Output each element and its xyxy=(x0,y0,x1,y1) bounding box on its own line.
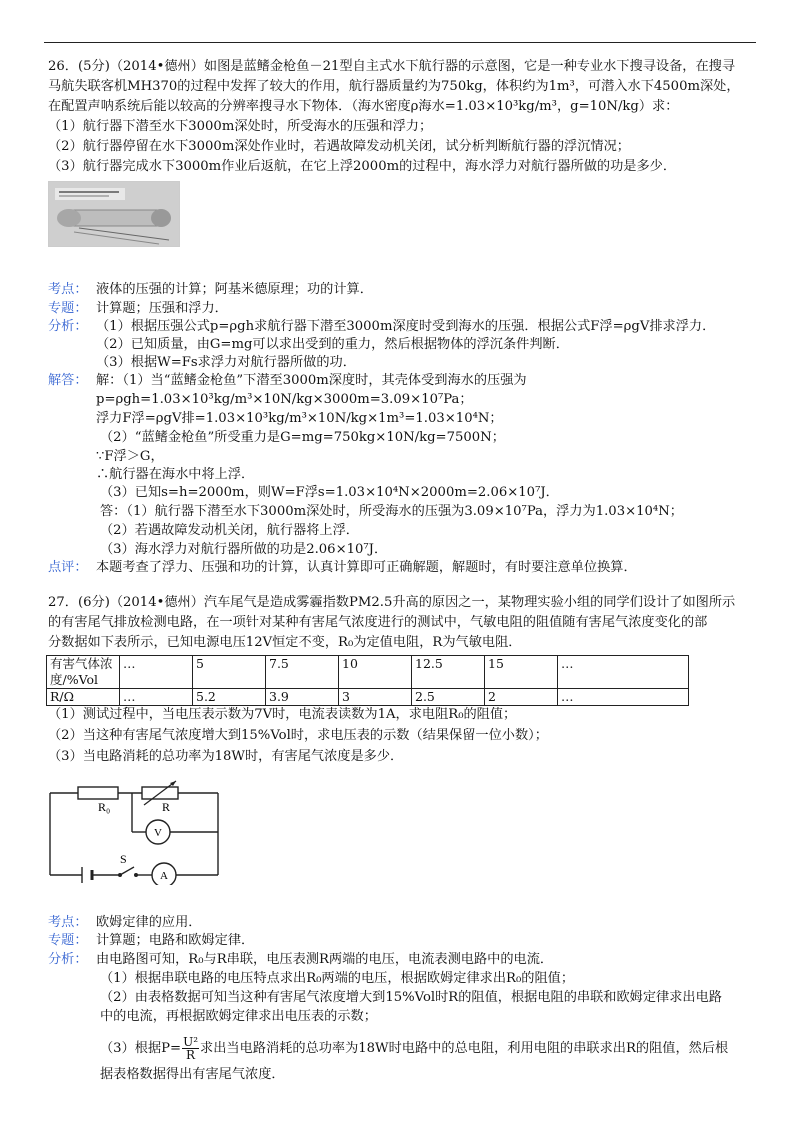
q26-jieda-10: （3）海水浮力对航行器所做的功是2.06×10⁷J． xyxy=(100,542,388,557)
table-cell: 10 xyxy=(339,656,412,689)
q27-kaodian-label: 考点： xyxy=(48,915,88,930)
q26-fenxi-label: 分析： xyxy=(48,319,88,334)
q27-sub1: （1）测试过程中，当电压表示数为7V时，电流表读数为1A，求电阻R₀的阻值； xyxy=(48,707,517,722)
label-r: R xyxy=(162,800,171,814)
q27-stem-line1: 27．(6分)（2014•德州）汽车尾气是造成雾霾指数PM2.5升高的原因之一，某物理实验小组的同学们设计了如图所示 xyxy=(48,595,736,610)
q27-kaodian: 欧姆定律的应用． xyxy=(96,915,202,930)
q26-jieda-7: （3）已知s=h=2000m，则W=F浮s=1.03×10⁴N×2000m=2.06×10⁷J． xyxy=(100,485,559,500)
q27-fenxi-4 xyxy=(100,1036,728,1061)
q27-fenxi-3: 中的电流，再根据欧姆定律求出电压表的示数； xyxy=(100,1009,377,1024)
q27-fenxi-0: 由电路图可知，R₀与R串联，电压表测R两端的电压，电流表测电路中的电流． xyxy=(96,952,554,967)
label-v: V xyxy=(154,827,162,839)
q27-zhuanti-label: 专题： xyxy=(48,933,88,948)
resistance-table xyxy=(46,655,689,706)
q26-jieda-label: 解答： xyxy=(48,373,88,388)
q26-kaodian: 液体的压强的计算；阿基米德原理；功的计算． xyxy=(96,282,373,297)
q26-sub2: （2）航行器停留在水下3000m深处作业时，若遇故障发动机关闭，试分析判断航行器的浮沉情况； xyxy=(48,139,630,154)
table-cell: 5 xyxy=(193,656,266,689)
table-cell: … xyxy=(120,656,193,689)
table-cell: 7.5 xyxy=(266,656,339,689)
label-a: A xyxy=(160,870,168,882)
q26-fenxi-3: （3）根据W=Fs求浮力对航行器所做的功． xyxy=(96,355,356,370)
q26-jieda-6: ∴航行器在海水中将上浮． xyxy=(96,467,255,482)
q26-jieda-8: 答：（1）航行器下潜至水下3000m深处时，所受海水的压强为3.09×10⁷Pa，浮力为1.03×10⁴N； xyxy=(100,504,683,519)
table-row xyxy=(47,656,689,689)
table-cell: … xyxy=(558,656,689,689)
q27-fenxi-2: （2）由表格数据可知当这种有害尾气浓度增大到15%Vol时R的阻值，根据电阻的串联和欧姆定律求出电路 xyxy=(100,990,722,1005)
underwater-vehicle-photo xyxy=(48,181,180,247)
table-row xyxy=(47,689,689,706)
q26-jieda-3: 浮力F浮=ρgV排=1.03×10³kg/m³×10N/kg×1m³=1.03×10⁴N； xyxy=(96,411,503,426)
table-cell: 3.9 xyxy=(266,689,339,706)
q26-sub3: （3）航行器完成水下3000m作业后返航，在它上浮2000m的过程中，海水浮力对航行器所做的功是多少． xyxy=(48,159,677,174)
table-cell: … xyxy=(558,689,689,706)
q27-zhuanti: 计算题；电路和欧姆定律． xyxy=(96,933,255,948)
q27-stem-line2: 的有害尾气排放检测电路，在一项针对某种有害尾气浓度进行的测试中，气敏电阻的阻值随有害尾气浓度变化的部 xyxy=(48,615,708,630)
q27-fenxi-label: 分析： xyxy=(48,952,88,967)
q26-fenxi-1: （1）根据压强公式p=ρgh求航行器下潜至3000m深度时受到海水的压强．根据公式F浮=ρgV排求浮力． xyxy=(96,319,716,334)
label-r0: R₀ xyxy=(98,800,111,814)
circuit-diagram xyxy=(40,775,240,885)
table-cell: 5.2 xyxy=(193,689,266,706)
q26-stem-line3: 在配置声呐系统后能以较高的分辨率搜寻水下物体．（海水密度ρ海水=1.03×10³kg/m³，g=10N/kg）求： xyxy=(48,99,679,114)
fraction-denominator: R xyxy=(186,1048,196,1062)
table-cell: … xyxy=(120,689,193,706)
q27-sub3: （3）当电路消耗的总功率为18W时，有害尾气浓度是多少． xyxy=(48,749,404,764)
fraction-numerator: U² xyxy=(183,1035,199,1049)
q27-stem-line3: 分数据如下表所示，已知电源电压12V恒定不变，R₀为定值电阻，R为气敏电阻． xyxy=(48,635,522,650)
table-cell: 12.5 xyxy=(412,656,485,689)
q26-jieda-2: p=ρgh=1.03×10³kg/m³×10N/kg×3000m=3.09×10⁷Pa； xyxy=(96,392,473,407)
q26-jieda-9: （2）若遇故障发动机关闭，航行器将上浮． xyxy=(100,523,359,538)
q26-zhuanti-label: 专题： xyxy=(48,301,88,316)
q27-fenxi-4b: 求出当电路消耗的总功率为18W时电路中的总电阻，利用电阻的串联求出R的阻值，然后根 xyxy=(200,1041,729,1056)
q26-zhuanti: 计算题；压强和浮力． xyxy=(96,301,228,316)
table-header-resistance: R/Ω xyxy=(47,689,120,706)
q26-dianping-label: 点评： xyxy=(48,560,88,575)
q26-sub1: （1）航行器下潜至水下3000m深处时，所受海水的压强和浮力； xyxy=(48,119,433,134)
vehicle-illustration xyxy=(49,182,179,246)
q26-dianping: 本题考查了浮力、压强和功的计算，认真计算即可正确解题，解题时，有时要注意单位换算． xyxy=(96,560,637,575)
resistor-r0 xyxy=(78,787,118,799)
table-cell: 2.5 xyxy=(412,689,485,706)
table-cell: 3 xyxy=(339,689,412,706)
q27-fenxi-5: 据表格数据得出有害尾气浓度． xyxy=(100,1067,285,1082)
label-s: S xyxy=(120,852,127,866)
q26-fenxi-2: （2）已知质量，由G=mg可以求出受到的重力，然后根据物体的浮沉条件判断． xyxy=(96,337,569,352)
q26-stem-line1: 26．(5分)（2014•德州）如图是蓝鳍金枪鱼－21型自主式水下航行器的示意图，它是一种专业水下搜寻设备，在搜寻 xyxy=(48,59,736,74)
q26-kaodian-label: 考点： xyxy=(48,282,88,297)
table-header-concentration: 有害气体浓度/%Vol xyxy=(47,656,120,689)
q26-jieda-1: 解：（1）当“蓝鳍金枪鱼”下潜至3000m深度时，其壳体受到海水的压强为 xyxy=(96,373,527,388)
formula-fraction xyxy=(182,1036,199,1061)
q26-jieda-4: （2）“蓝鳍金枪鱼”所受重力是G=mg=750kg×10N/kg=7500N； xyxy=(100,430,505,445)
q27-fenxi-4a: （3）根据P= xyxy=(100,1041,182,1056)
q26-jieda-5: ∵F浮＞G， xyxy=(96,449,164,464)
q27-fenxi-1: （1）根据串联电路的电压特点求出R₀两端的电压，根据欧姆定律求出R₀的阻值； xyxy=(100,971,575,986)
table-cell: 2 xyxy=(485,689,558,706)
header-rule xyxy=(44,42,756,43)
table-cell: 15 xyxy=(485,656,558,689)
q26-stem-line2: 马航失联客机MH370的过程中发挥了较大的作用，航行器质量约为750kg，体积约为1m³，可潜入水下4500m深处， xyxy=(48,79,740,94)
q27-sub2: （2）当这种有害尾气浓度增大到15%Vol时，求电压表的示数（结果保留一位小数）； xyxy=(48,728,548,743)
